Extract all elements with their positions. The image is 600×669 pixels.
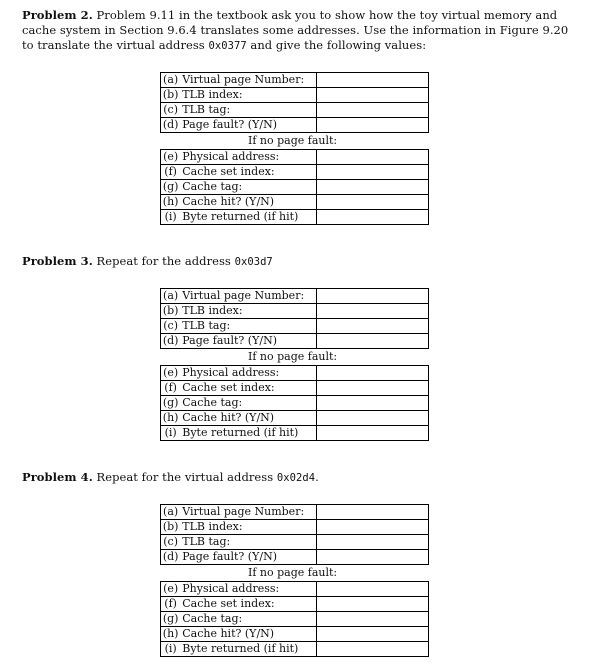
answer-row — [161, 319, 429, 334]
answer-cell[interactable] — [316, 381, 428, 396]
row-label: Cache set index: — [180, 165, 316, 180]
answer-cell[interactable] — [316, 535, 428, 550]
row-key: (f) — [161, 381, 181, 396]
problem-3-text — [22, 254, 582, 270]
row-label: TLB index: — [180, 304, 316, 319]
problem-4-address: 0x02d4 — [276, 472, 316, 484]
answer-row — [161, 210, 429, 225]
row-key: (b) — [161, 304, 181, 319]
row-key: (a) — [161, 73, 181, 88]
row-key: (h) — [161, 627, 181, 642]
answer-cell[interactable] — [316, 582, 428, 597]
row-key: (i) — [161, 642, 181, 657]
answer-row — [161, 304, 429, 319]
answer-row — [161, 366, 429, 381]
problem-3-heading: Problem 3. — [22, 254, 93, 268]
problem-3-no-fault-label: If no page fault: — [248, 350, 338, 363]
problem-3-table-bottom — [160, 365, 429, 441]
row-label: TLB tag: — [180, 103, 316, 118]
row-key: (b) — [161, 88, 181, 103]
row-key: (d) — [161, 550, 181, 565]
problem-4-pre: Repeat for the virtual address — [96, 470, 277, 484]
answer-cell[interactable] — [316, 520, 428, 535]
problem-2-heading: Problem 2. — [22, 8, 93, 22]
answer-cell[interactable] — [316, 304, 428, 319]
row-key: (i) — [161, 210, 181, 225]
row-key: (f) — [161, 165, 181, 180]
row-label: TLB tag: — [180, 535, 316, 550]
answer-cell[interactable] — [316, 366, 428, 381]
problem-3-pre: Repeat for the address — [96, 254, 235, 268]
answer-row — [161, 535, 429, 550]
row-label: Physical address: — [180, 366, 316, 381]
row-key: (c) — [161, 103, 181, 118]
row-label: Cache set index: — [180, 597, 316, 612]
problem-2-table-bottom — [160, 149, 429, 225]
row-label: TLB tag: — [180, 319, 316, 334]
row-label: Cache hit? (Y/N) — [180, 627, 316, 642]
answer-row — [161, 642, 429, 657]
problem-2-no-fault-label: If no page fault: — [248, 134, 338, 147]
answer-row — [161, 103, 429, 118]
row-key: (g) — [161, 180, 181, 195]
problem-4-table-bottom — [160, 581, 429, 657]
row-key: (a) — [161, 289, 181, 304]
problem-4-post: . — [315, 470, 319, 484]
row-label: Cache tag: — [180, 612, 316, 627]
row-label: TLB index: — [180, 88, 316, 103]
answer-row — [161, 180, 429, 195]
problem-3-table-top — [160, 288, 429, 349]
problem-2-address: 0x0377 — [208, 40, 247, 52]
answer-row — [161, 627, 429, 642]
answer-cell[interactable] — [316, 118, 428, 133]
problem-2-post: and give the following values: — [246, 38, 427, 52]
answer-cell[interactable] — [316, 426, 428, 441]
row-label: Cache hit? (Y/N) — [180, 411, 316, 426]
answer-row — [161, 165, 429, 180]
row-key: (e) — [161, 150, 181, 165]
answer-row — [161, 520, 429, 535]
answer-cell[interactable] — [316, 88, 428, 103]
row-key: (b) — [161, 520, 181, 535]
row-label: Cache set index: — [180, 381, 316, 396]
row-label: Virtual page Number: — [180, 505, 316, 520]
problem-4-table-top — [160, 504, 429, 565]
row-key: (i) — [161, 426, 181, 441]
row-key: (c) — [161, 535, 181, 550]
answer-cell[interactable] — [316, 505, 428, 520]
answer-cell[interactable] — [316, 550, 428, 565]
answer-row — [161, 381, 429, 396]
problem-4-no-fault-label: If no page fault: — [248, 566, 338, 579]
answer-row — [161, 118, 429, 133]
row-label: Byte returned (if hit) — [180, 426, 316, 441]
answer-cell[interactable] — [316, 319, 428, 334]
row-key: (d) — [161, 118, 181, 133]
row-label: Byte returned (if hit) — [180, 210, 316, 225]
row-key: (g) — [161, 612, 181, 627]
row-key: (g) — [161, 396, 181, 411]
answer-row — [161, 426, 429, 441]
problem-2-text — [22, 8, 582, 54]
answer-row — [161, 195, 429, 210]
problem-4-heading: Problem 4. — [22, 470, 93, 484]
answer-row — [161, 150, 429, 165]
row-key: (d) — [161, 334, 181, 349]
answer-row — [161, 73, 429, 88]
answer-row — [161, 597, 429, 612]
row-label: Cache tag: — [180, 396, 316, 411]
row-key: (e) — [161, 366, 181, 381]
answer-row — [161, 582, 429, 597]
row-key: (h) — [161, 411, 181, 426]
answer-cell[interactable] — [316, 103, 428, 118]
answer-cell[interactable] — [316, 612, 428, 627]
answer-cell[interactable] — [316, 334, 428, 349]
answer-row — [161, 411, 429, 426]
problem-4-text — [22, 470, 582, 486]
answer-row — [161, 88, 429, 103]
problem-2-pre: Problem 9.11 in the textbook ask you to show how the toy virtual memory and cache system in Section 9.6.4 translates some addresses. Use the information in Figure 9.20 to translate the virtual address — [22, 8, 569, 52]
row-label: Virtual page Number: — [180, 73, 316, 88]
answer-cell[interactable] — [316, 411, 428, 426]
answer-cell[interactable] — [316, 597, 428, 612]
row-key: (f) — [161, 597, 181, 612]
answer-cell[interactable] — [316, 642, 428, 657]
row-key: (c) — [161, 319, 181, 334]
row-label: Byte returned (if hit) — [180, 642, 316, 657]
answer-cell[interactable] — [316, 396, 428, 411]
row-label: Page fault? (Y/N) — [180, 550, 316, 565]
answer-cell[interactable] — [316, 289, 428, 304]
answer-cell[interactable] — [316, 180, 428, 195]
answer-cell[interactable] — [316, 210, 428, 225]
row-label: Cache tag: — [180, 180, 316, 195]
answer-row — [161, 334, 429, 349]
problem-3-address: 0x03d7 — [234, 256, 273, 268]
answer-cell[interactable] — [316, 165, 428, 180]
row-key: (a) — [161, 505, 181, 520]
answer-row — [161, 612, 429, 627]
row-label: Page fault? (Y/N) — [180, 118, 316, 133]
answer-row — [161, 550, 429, 565]
answer-cell[interactable] — [316, 627, 428, 642]
row-key: (h) — [161, 195, 181, 210]
row-label: Cache hit? (Y/N) — [180, 195, 316, 210]
row-label: Physical address: — [180, 582, 316, 597]
answer-cell[interactable] — [316, 195, 428, 210]
problem-2-table-top — [160, 72, 429, 133]
row-label: TLB index: — [180, 520, 316, 535]
answer-cell[interactable] — [316, 150, 428, 165]
answer-row — [161, 396, 429, 411]
row-label: Virtual page Number: — [180, 289, 316, 304]
row-label: Physical address: — [180, 150, 316, 165]
answer-cell[interactable] — [316, 73, 428, 88]
row-key: (e) — [161, 582, 181, 597]
answer-row — [161, 289, 429, 304]
answer-row — [161, 505, 429, 520]
row-label: Page fault? (Y/N) — [180, 334, 316, 349]
